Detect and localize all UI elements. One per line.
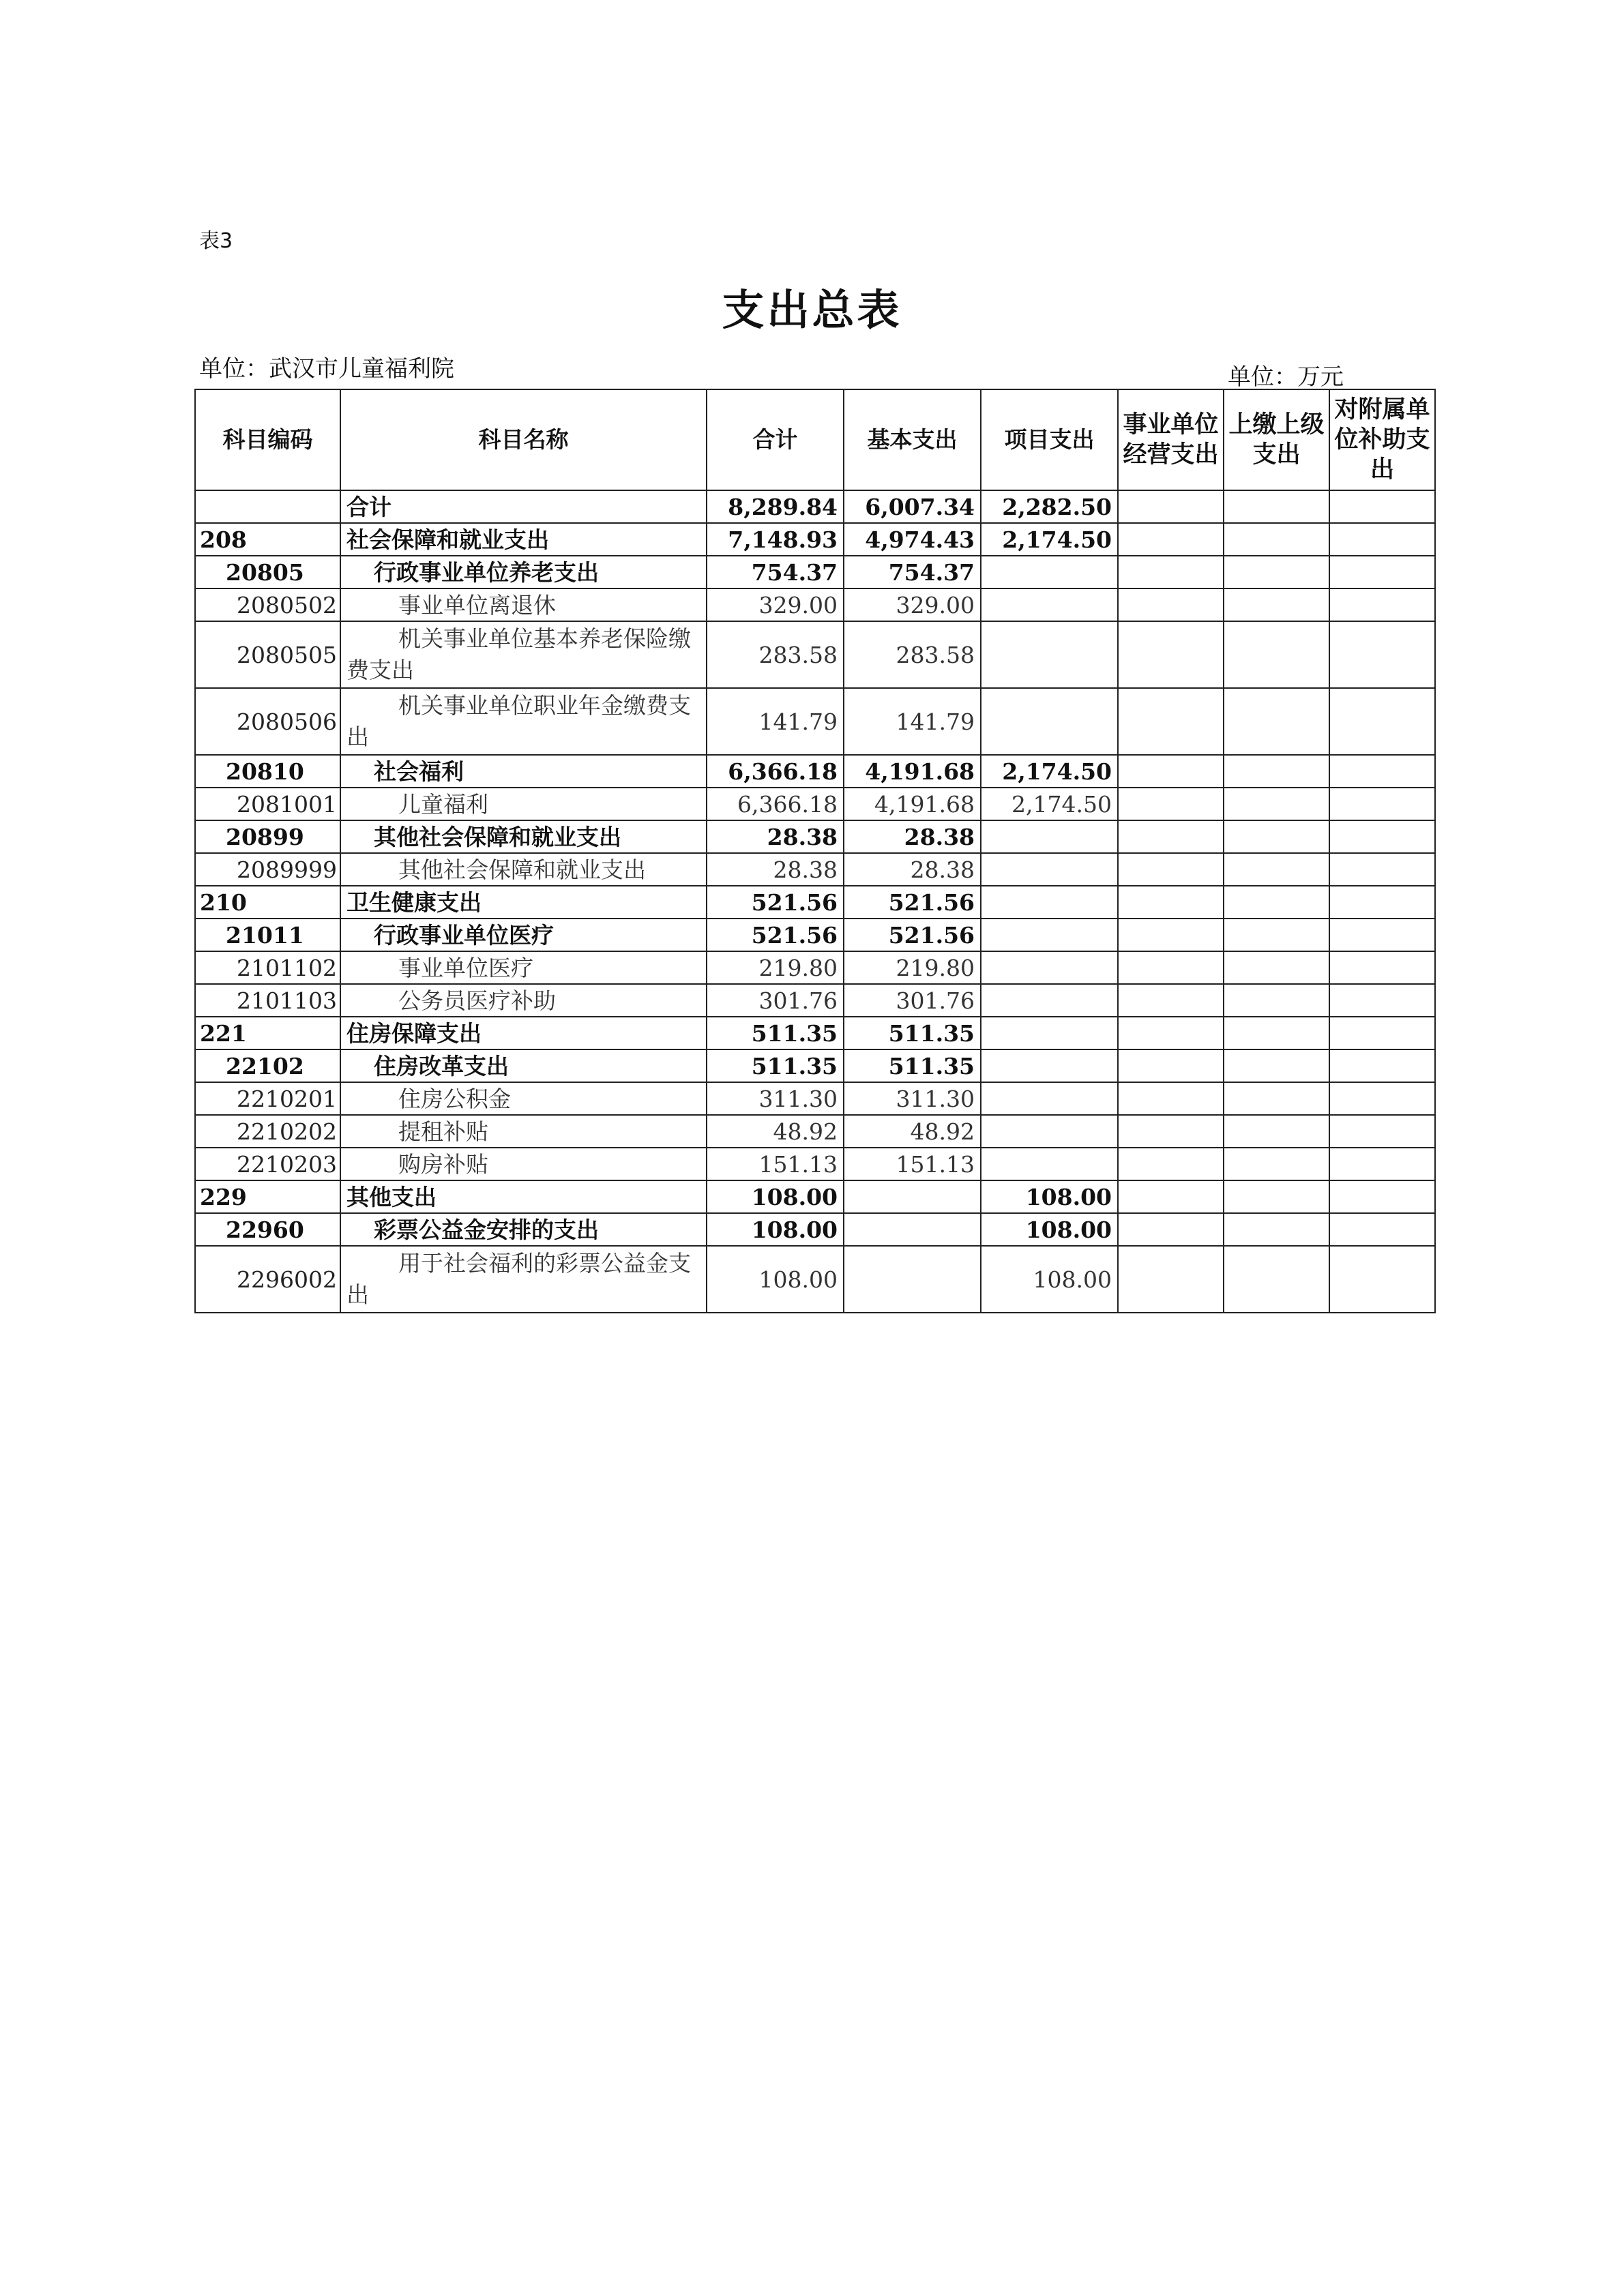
header-total: 合计 <box>707 389 844 490</box>
header-subsidy: 对附属单位补助支出 <box>1329 389 1435 490</box>
cell-basic: 311.30 <box>844 1082 981 1115</box>
cell-business <box>1118 1049 1224 1082</box>
cell-business <box>1118 1017 1224 1049</box>
cell-code: 2081001 <box>195 788 340 820</box>
cell-subsidy <box>1329 1213 1435 1246</box>
cell-total: 311.30 <box>707 1082 844 1115</box>
table-row <box>195 984 1435 1017</box>
table-row <box>195 1180 1435 1213</box>
cell-remit <box>1224 1148 1329 1180</box>
cell-code: 20810 <box>195 755 340 788</box>
cell-project: 108.00 <box>981 1213 1118 1246</box>
cell-code: 2080502 <box>195 588 340 621</box>
cell-project <box>981 1115 1118 1148</box>
cell-business <box>1118 588 1224 621</box>
cell-subsidy <box>1329 490 1435 523</box>
cell-basic: 4,974.43 <box>844 523 981 556</box>
cell-basic: 4,191.68 <box>844 788 981 820</box>
cell-basic: 219.80 <box>844 951 981 984</box>
cell-business <box>1118 1082 1224 1115</box>
cell-total: 108.00 <box>707 1180 844 1213</box>
cell-total: 28.38 <box>707 820 844 853</box>
table-row <box>195 556 1435 588</box>
cell-total: 8,289.84 <box>707 490 844 523</box>
table-row <box>195 820 1435 853</box>
cell-remit <box>1224 1049 1329 1082</box>
cell-subsidy <box>1329 1180 1435 1213</box>
cell-remit <box>1224 820 1329 853</box>
cell-name: 用于社会福利的彩票公益金支出 <box>340 1246 707 1313</box>
cell-project <box>981 984 1118 1017</box>
cell-business <box>1118 556 1224 588</box>
cell-remit <box>1224 1017 1329 1049</box>
cell-business <box>1118 820 1224 853</box>
cell-project <box>981 853 1118 886</box>
table-body <box>195 490 1435 1313</box>
cell-remit <box>1224 1115 1329 1148</box>
table-row <box>195 1148 1435 1180</box>
cell-business <box>1118 919 1224 951</box>
cell-basic: 521.56 <box>844 919 981 951</box>
cell-business <box>1118 853 1224 886</box>
cell-name: 事业单位离退休 <box>340 588 707 621</box>
header-row <box>195 389 1435 490</box>
table-row <box>195 621 1435 688</box>
header-code: 科目编码 <box>195 389 340 490</box>
table-row <box>195 588 1435 621</box>
cell-name: 合计 <box>340 490 707 523</box>
cell-business <box>1118 1213 1224 1246</box>
cell-remit <box>1224 1213 1329 1246</box>
cell-total: 521.56 <box>707 919 844 951</box>
cell-business <box>1118 621 1224 688</box>
page-title: 支出总表 <box>722 285 902 335</box>
cell-business <box>1118 490 1224 523</box>
table-row <box>195 755 1435 788</box>
cell-name: 儿童福利 <box>340 788 707 820</box>
cell-business <box>1118 951 1224 984</box>
cell-remit <box>1224 1082 1329 1115</box>
cell-total: 511.35 <box>707 1017 844 1049</box>
cell-name: 社会保障和就业支出 <box>340 523 707 556</box>
table-row <box>195 1049 1435 1082</box>
cell-remit <box>1224 984 1329 1017</box>
cell-basic: 283.58 <box>844 621 981 688</box>
cell-total: 108.00 <box>707 1213 844 1246</box>
cell-subsidy <box>1329 588 1435 621</box>
cell-remit <box>1224 788 1329 820</box>
cell-project: 108.00 <box>981 1180 1118 1213</box>
cell-remit <box>1224 588 1329 621</box>
cell-total: 108.00 <box>707 1246 844 1313</box>
table-row <box>195 886 1435 919</box>
table-row <box>195 1082 1435 1115</box>
cell-name: 行政事业单位养老支出 <box>340 556 707 588</box>
cell-project <box>981 621 1118 688</box>
cell-basic: 329.00 <box>844 588 981 621</box>
cell-total: 219.80 <box>707 951 844 984</box>
cell-basic: 511.35 <box>844 1017 981 1049</box>
header-project: 项目支出 <box>981 389 1118 490</box>
cell-remit <box>1224 1180 1329 1213</box>
cell-code: 22960 <box>195 1213 340 1246</box>
cell-subsidy <box>1329 820 1435 853</box>
cell-project <box>981 1017 1118 1049</box>
cell-code: 2101103 <box>195 984 340 1017</box>
cell-remit <box>1224 853 1329 886</box>
cell-business <box>1118 1148 1224 1180</box>
cell-basic <box>844 1180 981 1213</box>
cell-subsidy <box>1329 1017 1435 1049</box>
cell-name: 住房改革支出 <box>340 1049 707 1082</box>
cell-subsidy <box>1329 1082 1435 1115</box>
cell-name: 彩票公益金安排的支出 <box>340 1213 707 1246</box>
cell-subsidy <box>1329 621 1435 688</box>
cell-basic: 754.37 <box>844 556 981 588</box>
cell-name: 其他社会保障和就业支出 <box>340 820 707 853</box>
cell-code: 2210203 <box>195 1148 340 1180</box>
cell-remit <box>1224 490 1329 523</box>
cell-code: 2210201 <box>195 1082 340 1115</box>
cell-total: 283.58 <box>707 621 844 688</box>
cell-remit <box>1224 886 1329 919</box>
cell-code: 2210202 <box>195 1115 340 1148</box>
cell-basic <box>844 1213 981 1246</box>
cell-project <box>981 1148 1118 1180</box>
cell-project <box>981 1049 1118 1082</box>
cell-total: 301.76 <box>707 984 844 1017</box>
header-remit: 上缴上级支出 <box>1224 389 1329 490</box>
currency-unit: 单位：万元 <box>1228 363 1344 391</box>
cell-basic: 28.38 <box>844 853 981 886</box>
cell-business <box>1118 1115 1224 1148</box>
cell-subsidy <box>1329 688 1435 755</box>
table-row <box>195 951 1435 984</box>
cell-name: 行政事业单位医疗 <box>340 919 707 951</box>
cell-total: 151.13 <box>707 1148 844 1180</box>
cell-basic: 4,191.68 <box>844 755 981 788</box>
cell-total: 521.56 <box>707 886 844 919</box>
table-row <box>195 688 1435 755</box>
cell-subsidy <box>1329 886 1435 919</box>
table-row <box>195 853 1435 886</box>
cell-subsidy <box>1329 1246 1435 1313</box>
cell-basic: 511.35 <box>844 1049 981 1082</box>
table-row <box>195 919 1435 951</box>
cell-code: 2296002 <box>195 1246 340 1313</box>
cell-project <box>981 820 1118 853</box>
header-name: 科目名称 <box>340 389 707 490</box>
table-row <box>195 1017 1435 1049</box>
cell-business <box>1118 886 1224 919</box>
cell-business <box>1118 755 1224 788</box>
cell-subsidy <box>1329 951 1435 984</box>
table-row <box>195 1213 1435 1246</box>
cell-name: 社会福利 <box>340 755 707 788</box>
cell-code: 208 <box>195 523 340 556</box>
cell-code: 229 <box>195 1180 340 1213</box>
cell-basic: 28.38 <box>844 820 981 853</box>
cell-business <box>1118 1180 1224 1213</box>
cell-name: 机关事业单位基本养老保险缴费支出 <box>340 621 707 688</box>
cell-business <box>1118 688 1224 755</box>
cell-subsidy <box>1329 984 1435 1017</box>
cell-code: 21011 <box>195 919 340 951</box>
organization-unit: 单位：武汉市儿童福利院 <box>199 355 454 383</box>
header-business: 事业单位经营支出 <box>1118 389 1224 490</box>
cell-name: 其他社会保障和就业支出 <box>340 853 707 886</box>
cell-project <box>981 588 1118 621</box>
cell-name: 卫生健康支出 <box>340 886 707 919</box>
cell-total: 7,148.93 <box>707 523 844 556</box>
cell-remit <box>1224 755 1329 788</box>
expenditure-table <box>194 389 1436 1313</box>
cell-basic <box>844 1246 981 1313</box>
cell-project <box>981 951 1118 984</box>
cell-business <box>1118 1246 1224 1313</box>
cell-basic: 141.79 <box>844 688 981 755</box>
cell-business <box>1118 984 1224 1017</box>
cell-remit <box>1224 951 1329 984</box>
table-row <box>195 1246 1435 1313</box>
cell-code <box>195 490 340 523</box>
cell-total: 28.38 <box>707 853 844 886</box>
cell-subsidy <box>1329 1148 1435 1180</box>
cell-remit <box>1224 621 1329 688</box>
cell-name: 机关事业单位职业年金缴费支出 <box>340 688 707 755</box>
cell-remit <box>1224 556 1329 588</box>
table-row <box>195 788 1435 820</box>
cell-project <box>981 886 1118 919</box>
cell-project <box>981 688 1118 755</box>
cell-code: 22102 <box>195 1049 340 1082</box>
cell-name: 购房补贴 <box>340 1148 707 1180</box>
table-number: 表3 <box>199 229 233 253</box>
cell-project <box>981 919 1118 951</box>
cell-project <box>981 1082 1118 1115</box>
cell-subsidy <box>1329 1115 1435 1148</box>
cell-business <box>1118 788 1224 820</box>
cell-basic: 6,007.34 <box>844 490 981 523</box>
cell-remit <box>1224 919 1329 951</box>
table-row <box>195 523 1435 556</box>
cell-name: 住房保障支出 <box>340 1017 707 1049</box>
cell-name: 住房公积金 <box>340 1082 707 1115</box>
cell-business <box>1118 523 1224 556</box>
cell-code: 2101102 <box>195 951 340 984</box>
cell-code: 2089999 <box>195 853 340 886</box>
cell-total: 141.79 <box>707 688 844 755</box>
cell-subsidy <box>1329 1049 1435 1082</box>
table-row <box>195 1115 1435 1148</box>
cell-code: 221 <box>195 1017 340 1049</box>
cell-subsidy <box>1329 556 1435 588</box>
cell-code: 20805 <box>195 556 340 588</box>
cell-project: 2,174.50 <box>981 788 1118 820</box>
cell-total: 6,366.18 <box>707 755 844 788</box>
cell-code: 2080506 <box>195 688 340 755</box>
cell-project: 108.00 <box>981 1246 1118 1313</box>
cell-subsidy <box>1329 919 1435 951</box>
cell-name: 公务员医疗补助 <box>340 984 707 1017</box>
cell-code: 210 <box>195 886 340 919</box>
cell-project: 2,174.50 <box>981 755 1118 788</box>
cell-remit <box>1224 1246 1329 1313</box>
cell-code: 20899 <box>195 820 340 853</box>
cell-basic: 48.92 <box>844 1115 981 1148</box>
cell-project: 2,282.50 <box>981 490 1118 523</box>
cell-basic: 521.56 <box>844 886 981 919</box>
cell-basic: 151.13 <box>844 1148 981 1180</box>
table-row <box>195 490 1435 523</box>
cell-project <box>981 556 1118 588</box>
cell-total: 511.35 <box>707 1049 844 1082</box>
cell-name: 事业单位医疗 <box>340 951 707 984</box>
cell-subsidy <box>1329 523 1435 556</box>
cell-name: 其他支出 <box>340 1180 707 1213</box>
cell-total: 48.92 <box>707 1115 844 1148</box>
cell-subsidy <box>1329 788 1435 820</box>
cell-name: 提租补贴 <box>340 1115 707 1148</box>
cell-total: 329.00 <box>707 588 844 621</box>
cell-remit <box>1224 688 1329 755</box>
cell-total: 754.37 <box>707 556 844 588</box>
cell-subsidy <box>1329 853 1435 886</box>
cell-total: 6,366.18 <box>707 788 844 820</box>
cell-basic: 301.76 <box>844 984 981 1017</box>
header-basic: 基本支出 <box>844 389 981 490</box>
cell-project: 2,174.50 <box>981 523 1118 556</box>
cell-code: 2080505 <box>195 621 340 688</box>
cell-subsidy <box>1329 755 1435 788</box>
cell-remit <box>1224 523 1329 556</box>
